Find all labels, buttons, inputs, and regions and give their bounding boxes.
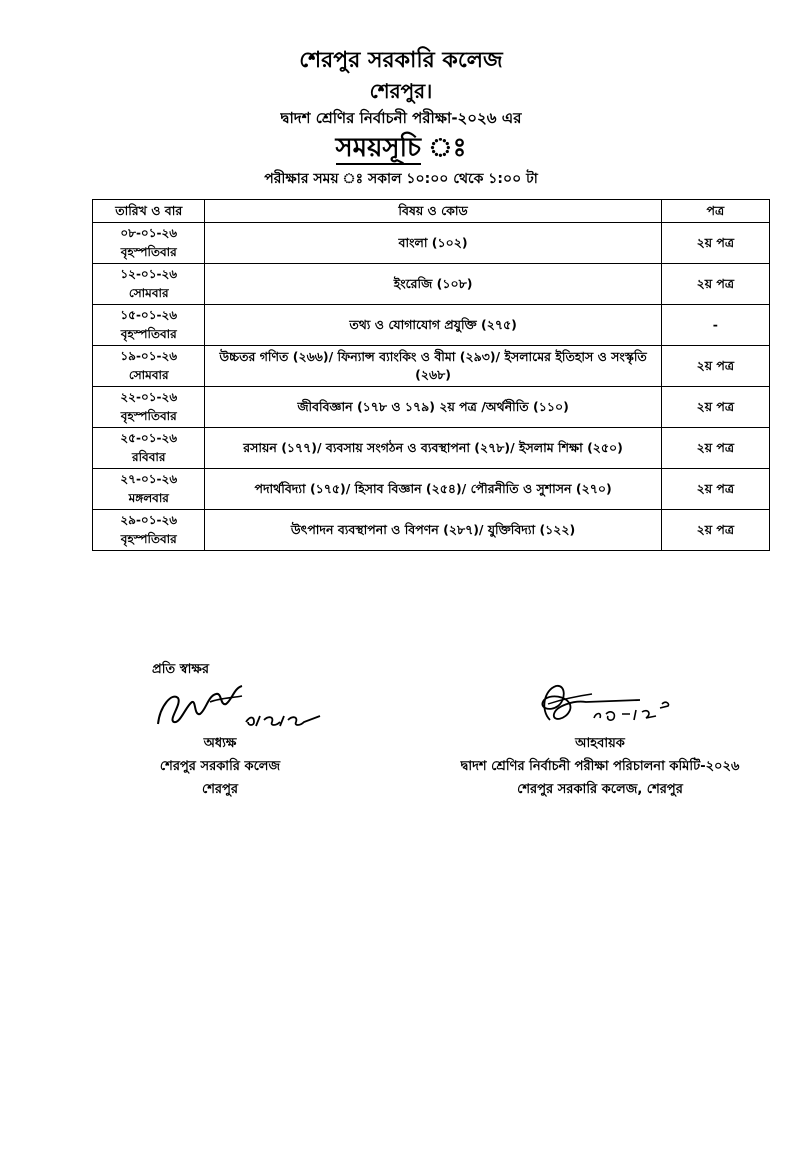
table-header-row (93, 200, 770, 223)
header-date-day: তারিখ ও বার (93, 200, 205, 223)
date-cell (93, 223, 205, 264)
subject-cell: রসায়ন (১৭৭)/ ব্যবসায় সংগঠন ও ব্যবস্থাপনা (২৭৮)/ ইসলাম শিক্ষা (২৫০) (205, 428, 661, 469)
table-row (93, 387, 770, 428)
convener-committee: দ্বাদশ শ্রেণির নির্বাচনী পরীক্ষা পরিচালনা কমিটি-২০২৬ (460, 759, 740, 774)
convener-title: আহবায়ক (575, 736, 625, 751)
principal-college: শেরপুর সরকারি কলেজ (159, 759, 281, 774)
table-row (93, 223, 770, 264)
table-row (93, 346, 770, 387)
countersign-label: প্রতি স্বাক্ষর (152, 662, 210, 677)
exam-day: সোমবার (128, 286, 169, 300)
paper-cell: ২য় পত্র (661, 510, 769, 551)
subject-cell: ইংরেজি (১০৮) (205, 264, 661, 305)
principal-signature (150, 676, 340, 736)
table-row (93, 428, 770, 469)
exam-name: দ্বাদশ শ্রেণির নির্বাচনী পরীক্ষা-২০২৬ এর (280, 109, 522, 127)
principal-title: অধ্যক্ষ (203, 736, 237, 751)
subject-cell: পদার্থবিদ্যা (১৭৫)/ হিসাব বিজ্ঞান (২৫৪)/ পৌরনীতি ও সুশাসন (২৭০) (205, 469, 661, 510)
header-subject-code: বিষয় ও কোড (205, 200, 661, 223)
header-paper: পত্র (661, 200, 769, 223)
subject-cell: উৎপাদন ব্যবস্থাপনা ও বিপণন (২৮৭)/ যুক্তিবিদ্যা (১২২) (205, 510, 661, 551)
paper-cell: ২য় পত্র (661, 428, 769, 469)
exam-day: রবিবার (132, 450, 166, 464)
date-cell (93, 387, 205, 428)
table-row (93, 264, 770, 305)
principal-city: শেরপুর (201, 782, 239, 797)
convener-college-city: শেরপুর সরকারি কলেজ, শেরপুর (517, 782, 683, 797)
date-cell (93, 510, 205, 551)
table-row (93, 305, 770, 346)
paper-cell: ২য় পত্র (661, 469, 769, 510)
college-city: শেরপুর। (369, 79, 433, 103)
exam-day: মঙ্গলবার (128, 491, 169, 505)
table-row (93, 510, 770, 551)
exam-date: ২৫-০১-২৬ (120, 431, 178, 445)
paper-cell: ২য় পত্র (661, 264, 769, 305)
exam-date: ০৮-০১-২৬ (120, 226, 178, 240)
paper-cell: ২য় পত্র (661, 346, 769, 387)
date-cell (93, 469, 205, 510)
date-cell (93, 428, 205, 469)
date-cell (93, 264, 205, 305)
exam-day: বৃহস্পতিবার (120, 409, 177, 423)
exam-time: পরীক্ষার সময় ঃ সকাল ১০:০০ থেকে ১:০০ টা (264, 171, 538, 187)
table-row (93, 469, 770, 510)
exam-day: বৃহস্পতিবার (120, 532, 177, 546)
exam-date: ১৯-০১-২৬ (120, 349, 178, 363)
subject-cell: উচ্চতর গণিত (২৬৬)/ ফিন্যান্স ব্যাংকিং ও বীমা (২৯৩)/ ইসলামের ইতিহাস ও সংস্কৃতি (২৬৮) (205, 346, 661, 387)
subject-cell: বাংলা (১০২) (205, 223, 661, 264)
date-cell (93, 346, 205, 387)
exam-date: ২৯-০১-২৬ (120, 513, 178, 527)
convener-signature (530, 670, 700, 730)
date-cell (93, 305, 205, 346)
subject-cell: জীববিজ্ঞান (১৭৮ ও ১৭৯) ২য় পত্র /অর্থনীতি (১১০) (205, 387, 661, 428)
exam-date: ১২-০১-২৬ (120, 267, 178, 281)
exam-date: ২৭-০১-২৬ (120, 472, 178, 486)
college-name: শেরপুর সরকারি কলেজ (299, 48, 503, 73)
document-title (336, 130, 467, 166)
paper-cell: ২য় পত্র (661, 223, 769, 264)
exam-date: ১৫-০১-২৬ (120, 308, 178, 322)
paper-cell: - (661, 305, 769, 346)
document-header (0, 46, 802, 190)
exam-day: বৃহস্পতিবার (120, 327, 177, 341)
exam-day: সোমবার (128, 368, 169, 382)
exam-date: ২২-০১-২৬ (120, 390, 178, 404)
document-title-text: সময়সূচি (335, 133, 422, 163)
subject-cell: তথ্য ও যোগাযোগ প্রযুক্তি (২৭৫) (205, 305, 661, 346)
exam-day: বৃহস্পতিবার (120, 245, 177, 259)
document-title-suffix: ঃ (421, 133, 467, 163)
schedule-table (92, 199, 770, 551)
paper-cell: ২য় পত্র (661, 387, 769, 428)
